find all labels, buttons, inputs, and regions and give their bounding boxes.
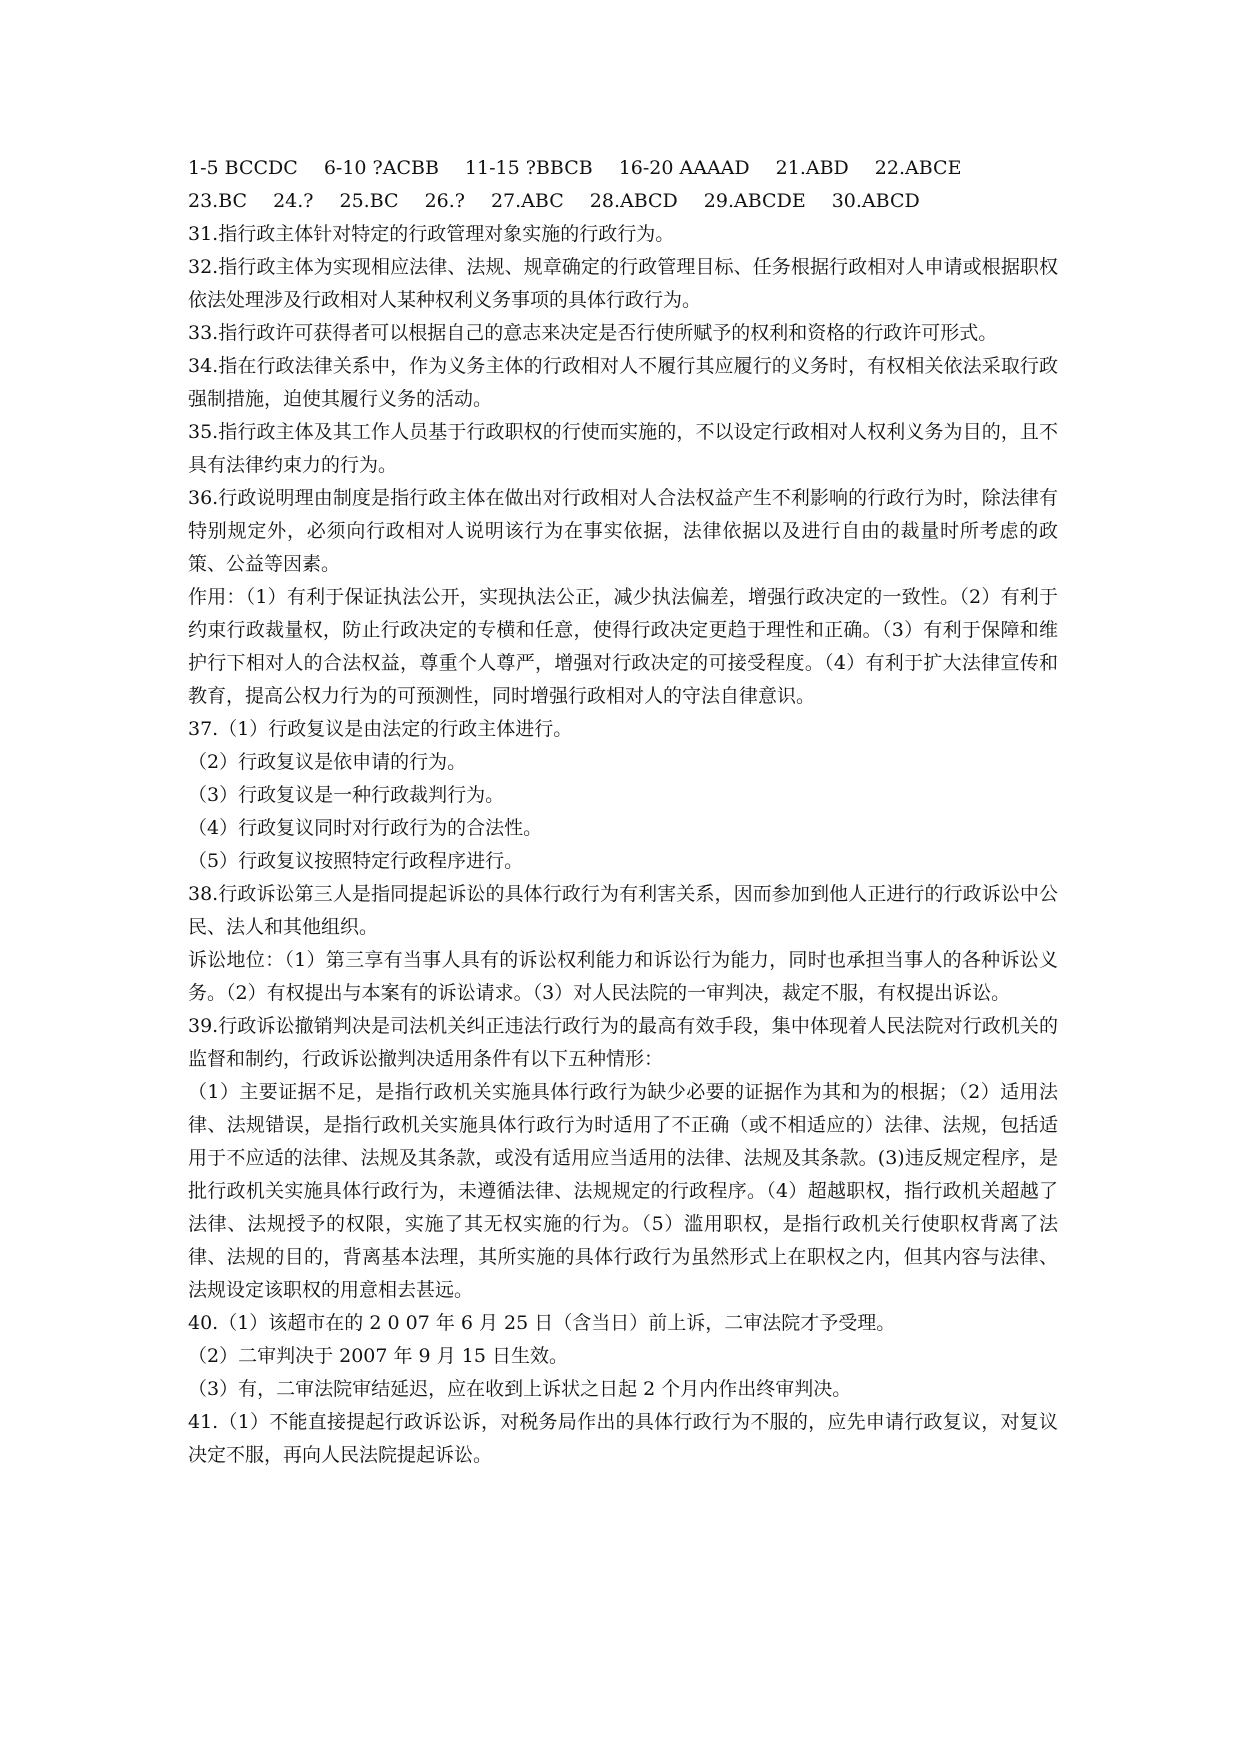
answer-key-body <box>188 152 1058 1472</box>
answer-group: 27.ABC <box>490 190 564 212</box>
answer-36: 36.行政说明理由制度是指行政主体在做出对行政相对人合法权益产生不利影响的行政行为时，除法律有特别规定外，必须向行政相对人说明该行为在事实依据，法律依据以及进行自由的裁量时所考虑的政策、公益等因素。 <box>188 487 1058 575</box>
answer-35: 35.指行政主体及其工作人员基于行政职权的行使而实施的，不以设定行政相对人权利义务为目的，且不具有法律约束力的行为。 <box>188 421 1058 476</box>
answer-group: 21.ABD <box>775 157 849 179</box>
answer-31: 31.指行政主体针对特定的行政管理对象实施的行政行为。 <box>188 223 675 245</box>
answer-line-1 <box>188 152 1058 185</box>
answer-40-item-3: （3）有，二审法院审结延迟，应在收到上诉状之日起 2 个月内作出终审判决。 <box>188 1378 852 1400</box>
answer-group: 1-5 BCCDC <box>188 157 298 179</box>
answer-group: 11-15 ?BBCB <box>464 157 593 179</box>
answer-group: 23.BC <box>188 190 248 212</box>
answer-34: 34.指在行政法律关系中，作为义务主体的行政相对人不履行其应履行的义务时，有权相关依法采取行政强制措施，迫使其履行义务的活动。 <box>188 355 1058 410</box>
answer-group: 28.ABCD <box>589 190 678 212</box>
answer-39-conditions: （1）主要证据不足，是指行政机关实施具体行政行为缺少必要的证据作为其和为的根据；（2）适用法律、法规错误，是指行政机关实施具体行政行为时适用了不正确（或不相适应的）法律、法规，包括适用于不应适的法律、法规及其条款，或没有适用应当适用的法律、法规及其条款。(3)违反规定程序，是批行政机关实施具体行政行为，未遵循法律、法规规定的行政程序。（4）超越职权，指行政机关超越了法律、法规授予的权限，实施了其无权实施的行为。（5）滥用职权，是指行政机关行使职权背离了法律、法规的目的，背离基本法理，其所实施的具体行政行为虽然形式上在职权之内，但其内容与法律、法规设定该职权的用意相去甚远。 <box>188 1081 1058 1301</box>
answer-37-item-2: （2）行政复议是依申请的行为。 <box>188 751 467 773</box>
answer-40-item-2: （2）二审判决于 2007 年 9 月 15 日生效。 <box>188 1345 568 1367</box>
answer-group: 24.? <box>273 190 314 212</box>
answer-group: 22.ABCE <box>874 157 962 179</box>
answer-group: 29.ABCDE <box>703 190 806 212</box>
answer-group: 6-10 ?ACBB <box>323 157 439 179</box>
answer-37-item-5: （5）行政复议按照特定行政程序进行。 <box>188 850 524 872</box>
answer-38: 38.行政诉讼第三人是指同提起诉讼的具体行政行为有利害关系，因而参加到他人正进行的行政诉讼中公民、法人和其他组织。 <box>188 883 1058 938</box>
answer-37-item-4: （4）行政复议同时对行政行为的合法性。 <box>188 817 543 839</box>
answer-32: 32.指行政主体为实现相应法律、法规、规章确定的行政管理目标、任务根据行政相对人申请或根据职权依法处理涉及行政相对人某种权利义务事项的具体行政行为。 <box>188 256 1058 311</box>
answer-33: 33.指行政许可获得者可以根据自己的意志来决定是否行使所赋予的权利和资格的行政许可形式。 <box>188 322 998 344</box>
answer-line-2 <box>188 185 1058 218</box>
answer-37-item-3: （3）行政复议是一种行政裁判行为。 <box>188 784 505 806</box>
answer-40-item-1: 40.（1）该超市在的 2 0 07 年 6 月 25 日（含当日）前上诉，二审法院才予受理。 <box>188 1312 896 1334</box>
answer-group: 16-20 AAAAD <box>618 157 750 179</box>
answer-group: 25.BC <box>339 190 399 212</box>
answer-group: 30.ABCD <box>831 190 920 212</box>
answer-38-status: 诉讼地位：（1）第三享有当事人具有的诉讼权利能力和诉讼行为能力，同时也承担当事人的各种诉讼义务。（2）有权提出与本案有的诉讼请求。（3）对人民法院的一审判决，裁定不服，有权提出诉讼。 <box>188 949 1058 1004</box>
answer-39: 39.行政诉讼撤销判决是司法机关纠正违法行政行为的最高有效手段，集中体现着人民法院对行政机关的监督和制约，行政诉讼撤判决适用条件有以下五种情形： <box>188 1015 1058 1070</box>
answer-group: 26.? <box>424 190 465 212</box>
answer-36-functions: 作用：（1）有利于保证执法公开，实现执法公正，减少执法偏差，增强行政决定的一致性。（2）有利于约束行政裁量权，防止行政决定的专横和任意，使得行政决定更趋于理性和正确。（3）有利于保障和维护行下相对人的合法权益，尊重个人尊严，增强对行政决定的可接受程度。（4）有利于扩大法律宣传和教育，提高公权力行为的可预测性，同时增强行政相对人的守法自律意识。 <box>188 586 1058 707</box>
answer-41: 41.（1）不能直接提起行政诉讼诉，对税务局作出的具体行政行为不服的，应先申请行政复议，对复议决定不服，再向人民法院提起诉讼。 <box>188 1411 1058 1466</box>
answer-37-item-1: 37.（1）行政复议是由法定的行政主体进行。 <box>188 718 573 740</box>
